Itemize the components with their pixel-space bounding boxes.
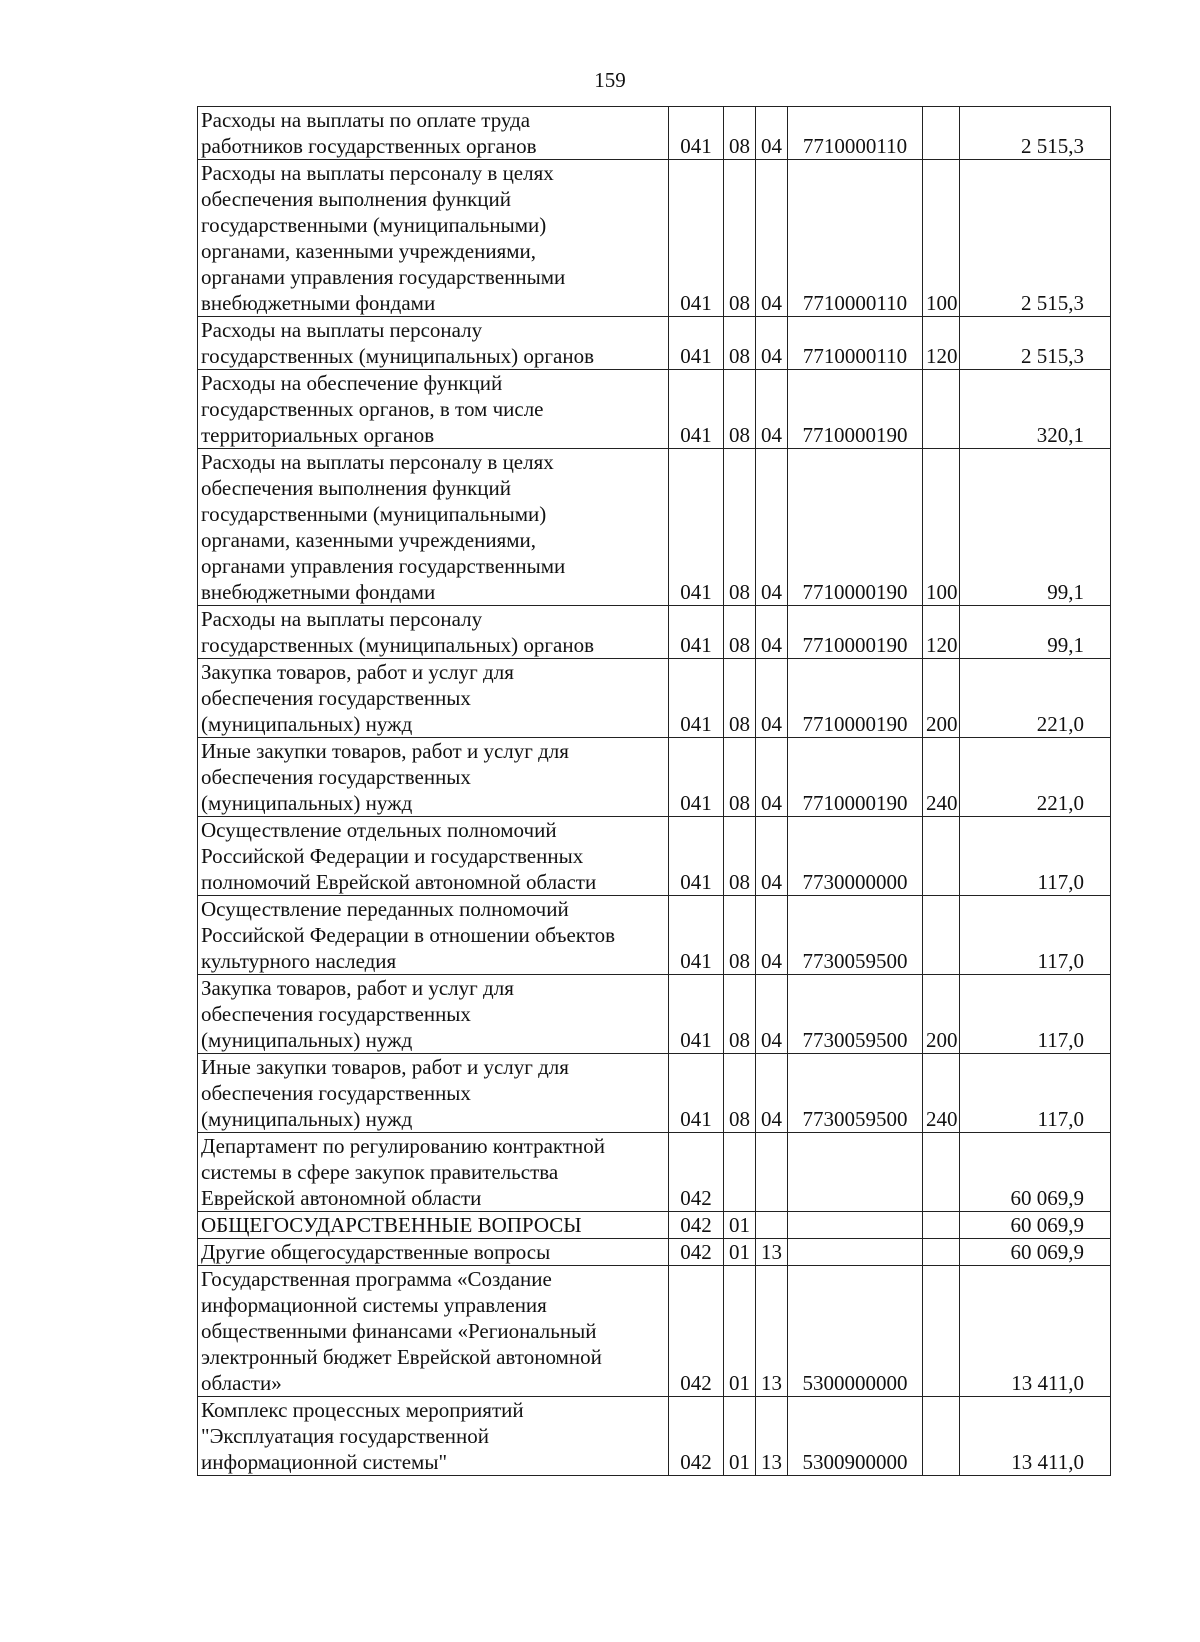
table-row <box>198 1212 1111 1239</box>
name-line: обеспечения государственных <box>201 765 471 789</box>
name-line: органами, казенными учреждениями, <box>201 239 537 263</box>
cell-ved: 042 <box>669 1239 724 1266</box>
cell-section: 01 <box>724 1212 756 1239</box>
cell-subsection: 04 <box>756 160 788 317</box>
cell-name <box>198 896 669 975</box>
cell-name <box>198 738 669 817</box>
name-line: Расходы на выплаты персоналу <box>201 318 483 342</box>
cell-section: 08 <box>724 659 756 738</box>
cell-target-article: 7710000190 <box>788 738 923 817</box>
name-line: Иные закупки товаров, работ и услуг для <box>201 739 569 763</box>
cell-section: 08 <box>724 1054 756 1133</box>
name-line: государственных органов, в том числе <box>201 397 544 421</box>
name-line: Закупка товаров, работ и услуг для <box>201 660 514 684</box>
cell-name <box>198 370 669 449</box>
cell-name <box>198 449 669 606</box>
cell-target-article: 5300900000 <box>788 1397 923 1476</box>
cell-section: 01 <box>724 1266 756 1397</box>
cell-name <box>198 817 669 896</box>
cell-subsection: 04 <box>756 896 788 975</box>
name-line: Российской Федерации и государственных <box>201 844 584 868</box>
cell-expense-type: 240 <box>923 738 960 817</box>
cell-subsection <box>756 1212 788 1239</box>
cell-expense-type: 100 <box>923 449 960 606</box>
name-line: (муниципальных) нужд <box>201 1107 413 1131</box>
cell-target-article <box>788 1239 923 1266</box>
table-row <box>198 1266 1111 1397</box>
cell-expense-type <box>923 370 960 449</box>
name-line: государственных (муниципальных) органов <box>201 633 595 657</box>
name-line: полномочий Еврейской автономной области <box>201 870 597 894</box>
cell-amount: 13 411,0 <box>960 1266 1111 1397</box>
cell-section: 01 <box>724 1397 756 1476</box>
cell-subsection: 04 <box>756 738 788 817</box>
cell-amount: 13 411,0 <box>960 1397 1111 1476</box>
cell-amount: 221,0 <box>960 659 1111 738</box>
cell-amount: 117,0 <box>960 817 1111 896</box>
cell-amount: 99,1 <box>960 606 1111 659</box>
name-line: внебюджетными фондами <box>201 291 436 315</box>
cell-expense-type <box>923 1239 960 1266</box>
cell-expense-type <box>923 1266 960 1397</box>
cell-section: 08 <box>724 107 756 160</box>
cell-name <box>198 160 669 317</box>
table-body <box>198 107 1111 1476</box>
name-line: работников государственных органов <box>201 134 537 158</box>
name-line: Российской Федерации в отношении объектов <box>201 923 616 947</box>
page-number: 159 <box>594 68 626 92</box>
cell-subsection <box>756 1133 788 1212</box>
cell-name <box>198 659 669 738</box>
name-line: Расходы на выплаты персоналу <box>201 607 483 631</box>
cell-ved: 041 <box>669 896 724 975</box>
cell-ved: 041 <box>669 659 724 738</box>
cell-ved: 041 <box>669 817 724 896</box>
cell-target-article: 5300000000 <box>788 1266 923 1397</box>
name-line: области» <box>201 1371 282 1395</box>
cell-expense-type <box>923 1133 960 1212</box>
name-line: государственными (муниципальными) <box>201 213 547 237</box>
name-line: Департамент по регулированию контрактной <box>201 1134 606 1158</box>
cell-section: 08 <box>724 370 756 449</box>
cell-section: 01 <box>724 1239 756 1266</box>
table-row <box>198 449 1111 606</box>
cell-target-article: 7710000110 <box>788 317 923 370</box>
name-line: внебюджетными фондами <box>201 580 436 604</box>
name-line: государственными (муниципальными) <box>201 502 547 526</box>
cell-subsection: 04 <box>756 370 788 449</box>
name-line: обеспечения выполнения функций <box>201 476 512 500</box>
name-line: (муниципальных) нужд <box>201 712 413 736</box>
name-line: Расходы на обеспечение функций <box>201 371 503 395</box>
cell-target-article: 7710000190 <box>788 606 923 659</box>
cell-ved: 042 <box>669 1266 724 1397</box>
budget-table <box>197 106 1111 1476</box>
cell-subsection: 13 <box>756 1397 788 1476</box>
name-line: системы в сфере закупок правительства <box>201 1160 559 1184</box>
name-line: электронный бюджет Еврейской автономной <box>201 1345 602 1369</box>
cell-target-article: 7730059500 <box>788 975 923 1054</box>
cell-name <box>198 107 669 160</box>
cell-ved: 041 <box>669 738 724 817</box>
name-line: общественными финансами «Региональный <box>201 1319 597 1343</box>
name-line: Комплекс процессных мероприятий <box>201 1398 524 1422</box>
cell-ved: 041 <box>669 606 724 659</box>
cell-amount: 117,0 <box>960 1054 1111 1133</box>
name-line: Государственная программа «Создание <box>201 1267 552 1291</box>
table-row <box>198 659 1111 738</box>
name-line: Еврейской автономной области <box>201 1186 482 1210</box>
table-row <box>198 738 1111 817</box>
name-line: (муниципальных) нужд <box>201 1028 413 1052</box>
cell-target-article: 7730059500 <box>788 896 923 975</box>
cell-amount: 2 515,3 <box>960 107 1111 160</box>
cell-section: 08 <box>724 975 756 1054</box>
cell-ved: 042 <box>669 1212 724 1239</box>
cell-name <box>198 317 669 370</box>
cell-subsection: 04 <box>756 449 788 606</box>
cell-target-article: 7730059500 <box>788 1054 923 1133</box>
cell-expense-type: 120 <box>923 317 960 370</box>
cell-target-article: 7730000000 <box>788 817 923 896</box>
name-line: Расходы на выплаты персоналу в целях <box>201 450 554 474</box>
name-line: органами управления государственными <box>201 554 566 578</box>
cell-subsection: 04 <box>756 659 788 738</box>
cell-expense-type: 200 <box>923 659 960 738</box>
cell-section: 08 <box>724 160 756 317</box>
cell-expense-type: 120 <box>923 606 960 659</box>
cell-subsection: 04 <box>756 817 788 896</box>
name-line: органами, казенными учреждениями, <box>201 528 537 552</box>
name-line: Другие общегосударственные вопросы <box>201 1240 551 1264</box>
table-row <box>198 1054 1111 1133</box>
cell-target-article: 7710000190 <box>788 659 923 738</box>
cell-name <box>198 1397 669 1476</box>
cell-subsection: 13 <box>756 1239 788 1266</box>
cell-name <box>198 1133 669 1212</box>
name-line: культурного наследия <box>201 949 397 973</box>
cell-name <box>198 1054 669 1133</box>
cell-name <box>198 1212 669 1239</box>
cell-name <box>198 1239 669 1266</box>
cell-subsection: 04 <box>756 606 788 659</box>
table-row <box>198 1397 1111 1476</box>
cell-amount: 221,0 <box>960 738 1111 817</box>
cell-amount: 2 515,3 <box>960 317 1111 370</box>
cell-section: 08 <box>724 317 756 370</box>
cell-expense-type: 240 <box>923 1054 960 1133</box>
cell-section: 08 <box>724 817 756 896</box>
name-line: Закупка товаров, работ и услуг для <box>201 976 514 1000</box>
table-row <box>198 817 1111 896</box>
cell-section: 08 <box>724 449 756 606</box>
cell-name <box>198 606 669 659</box>
cell-expense-type <box>923 1397 960 1476</box>
cell-amount: 60 069,9 <box>960 1133 1111 1212</box>
table-row <box>198 606 1111 659</box>
cell-amount: 117,0 <box>960 975 1111 1054</box>
table-row <box>198 1133 1111 1212</box>
table-row <box>198 370 1111 449</box>
cell-expense-type <box>923 1212 960 1239</box>
name-line: (муниципальных) нужд <box>201 791 413 815</box>
cell-target-article: 7710000110 <box>788 160 923 317</box>
cell-section: 08 <box>724 738 756 817</box>
cell-ved: 041 <box>669 370 724 449</box>
cell-name <box>198 1266 669 1397</box>
cell-subsection: 13 <box>756 1266 788 1397</box>
cell-section: 08 <box>724 606 756 659</box>
cell-amount: 320,1 <box>960 370 1111 449</box>
name-line: ОБЩЕГОСУДАРСТВЕННЫЕ ВОПРОСЫ <box>201 1213 582 1237</box>
cell-ved: 042 <box>669 1397 724 1476</box>
cell-target-article: 7710000110 <box>788 107 923 160</box>
table-row <box>198 317 1111 370</box>
name-line: территориальных органов <box>201 423 435 447</box>
cell-subsection: 04 <box>756 975 788 1054</box>
cell-ved: 041 <box>669 160 724 317</box>
name-line: Иные закупки товаров, работ и услуг для <box>201 1055 569 1079</box>
cell-ved: 041 <box>669 1054 724 1133</box>
cell-ved: 041 <box>669 317 724 370</box>
cell-subsection: 04 <box>756 317 788 370</box>
table-row <box>198 896 1111 975</box>
cell-subsection: 04 <box>756 1054 788 1133</box>
name-line: органами управления государственными <box>201 265 566 289</box>
name-line: информационной системы" <box>201 1450 448 1474</box>
cell-expense-type <box>923 896 960 975</box>
cell-amount: 99,1 <box>960 449 1111 606</box>
cell-name <box>198 975 669 1054</box>
cell-expense-type: 100 <box>923 160 960 317</box>
cell-target-article: 7710000190 <box>788 370 923 449</box>
name-line: Расходы на выплаты персоналу в целях <box>201 161 554 185</box>
table-row <box>198 1239 1111 1266</box>
name-line: Осуществление отдельных полномочий <box>201 818 557 842</box>
cell-expense-type: 200 <box>923 975 960 1054</box>
cell-section <box>724 1133 756 1212</box>
name-line: "Эксплуатация государственной <box>201 1424 489 1448</box>
cell-amount: 117,0 <box>960 896 1111 975</box>
name-line: информационной системы управления <box>201 1293 547 1317</box>
cell-expense-type <box>923 817 960 896</box>
cell-ved: 042 <box>669 1133 724 1212</box>
cell-ved: 041 <box>669 107 724 160</box>
table-row <box>198 107 1111 160</box>
name-line: обеспечения государственных <box>201 686 471 710</box>
cell-ved: 041 <box>669 975 724 1054</box>
cell-expense-type <box>923 107 960 160</box>
cell-ved: 041 <box>669 449 724 606</box>
name-line: Осуществление переданных полномочий <box>201 897 569 921</box>
cell-amount: 60 069,9 <box>960 1212 1111 1239</box>
name-line: государственных (муниципальных) органов <box>201 344 595 368</box>
name-line: обеспечения государственных <box>201 1081 471 1105</box>
name-line: обеспечения выполнения функций <box>201 187 512 211</box>
cell-target-article: 7710000190 <box>788 449 923 606</box>
table-row <box>198 975 1111 1054</box>
name-line: Расходы на выплаты по оплате труда <box>201 108 531 132</box>
table-row <box>198 160 1111 317</box>
cell-target-article <box>788 1212 923 1239</box>
cell-section: 08 <box>724 896 756 975</box>
name-line: обеспечения государственных <box>201 1002 471 1026</box>
cell-amount: 60 069,9 <box>960 1239 1111 1266</box>
cell-amount: 2 515,3 <box>960 160 1111 317</box>
cell-subsection: 04 <box>756 107 788 160</box>
cell-target-article <box>788 1133 923 1212</box>
